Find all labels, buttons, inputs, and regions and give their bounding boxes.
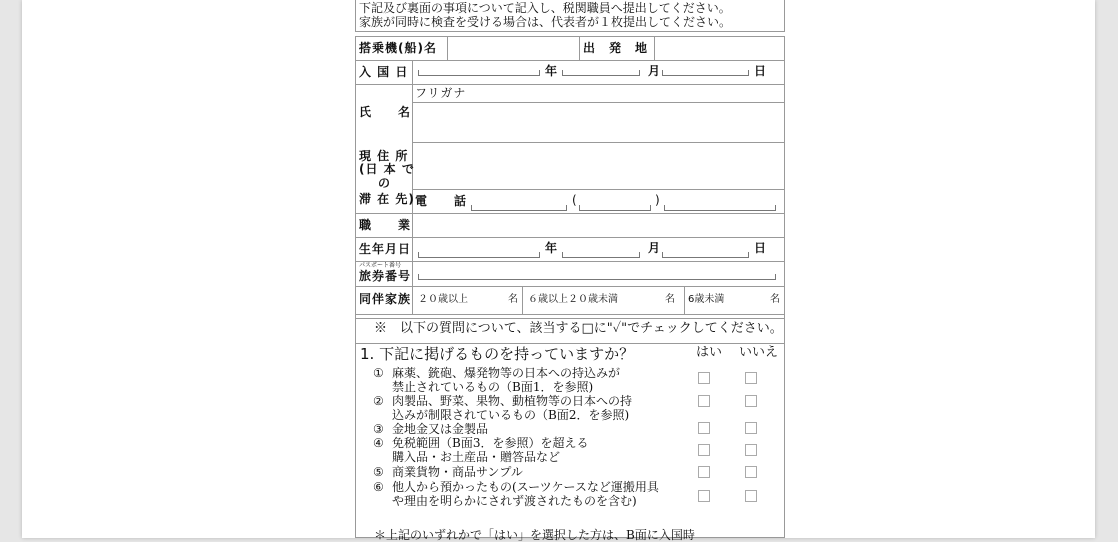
passport-label: 旅券番号 — [359, 269, 412, 283]
year-label: 年 — [545, 241, 559, 255]
footnote: ＊上記のいずれかで「はい」を選択した方は、B面に入国時 — [374, 528, 695, 542]
address-label: 滞 在 先) — [359, 192, 415, 206]
dob-month-field[interactable] — [562, 252, 640, 258]
no-checkbox[interactable] — [745, 466, 757, 478]
flight-input[interactable] — [448, 37, 578, 59]
furigana-label: フリガナ — [415, 86, 467, 100]
item-number: ④ — [373, 436, 384, 450]
family-label: 同伴家族 — [359, 292, 412, 306]
yes-header: はい — [696, 345, 723, 360]
check-instruction: ※ 以下の質問について、該当する□に"✓"でチェックしてください。 — [374, 321, 783, 336]
no-checkbox[interactable] — [745, 395, 757, 407]
dob-day-field[interactable] — [662, 252, 749, 258]
family-child-label: 6歳未満 — [688, 294, 725, 305]
yes-checkbox[interactable] — [698, 395, 710, 407]
entry-month-field[interactable] — [562, 70, 640, 76]
month-label: 月 — [648, 64, 662, 78]
item-text: 商業貨物・商品サンプル — [392, 465, 523, 479]
document-page — [22, 0, 1095, 542]
no-checkbox[interactable] — [745, 490, 757, 502]
yes-checkbox[interactable] — [698, 466, 710, 478]
paren: ) — [655, 193, 660, 207]
passport-small-label: パスポート番号 — [359, 262, 402, 269]
item-number: ① — [373, 366, 384, 380]
address-label: (日 本 で — [359, 162, 415, 176]
item-text: 免税範囲（B面3．を参照）を超える — [392, 436, 589, 450]
unit-label: 名 — [508, 294, 518, 305]
item-number: ② — [373, 394, 384, 408]
item-text: 込みが制限されているもの（B面2．を参照) — [392, 408, 630, 422]
departure-label: 出 発 地 — [583, 41, 649, 55]
yes-checkbox[interactable] — [698, 490, 710, 502]
entry-date-label: 入 国 日 — [359, 65, 409, 79]
no-checkbox[interactable] — [745, 444, 757, 456]
address-label: の — [378, 176, 392, 190]
yes-checkbox[interactable] — [698, 422, 710, 434]
paren: ( — [572, 193, 577, 207]
item-number: ⑤ — [373, 465, 384, 479]
phone-label: 電 話 — [415, 194, 468, 208]
entry-day-field[interactable] — [662, 70, 749, 76]
intro-line: 下記及び裏面の事項について記入し、税関職員へ提出してください。 — [359, 1, 731, 15]
name-input[interactable] — [413, 103, 783, 141]
intro-line: 家族が同時に検査を受ける場合は、代表者が１枚提出してください。 — [359, 15, 732, 29]
occupation-input[interactable] — [413, 214, 783, 236]
year-label: 年 — [545, 64, 559, 78]
item-number: ⑥ — [373, 480, 384, 494]
item-number: ③ — [373, 422, 384, 436]
dob-label: 生年月日 — [359, 242, 412, 256]
address-input[interactable] — [413, 143, 783, 188]
flight-label: 搭乗機(船)名 — [359, 41, 437, 55]
dob-year-field[interactable] — [418, 252, 540, 258]
no-header: いいえ — [739, 345, 779, 360]
item-text: 禁止されているもの（B面1．を参照) — [392, 380, 594, 394]
item-text: 購入品・お土産品・贈答品など — [392, 450, 561, 464]
family-adult-label: ２０歳以上 — [418, 294, 468, 305]
item-text: 金地金又は金製品 — [392, 422, 489, 436]
month-label: 月 — [648, 241, 662, 255]
day-label: 日 — [754, 241, 768, 255]
occupation-label: 職 業 — [359, 218, 412, 232]
item-text: 他人から預かったもの(スーツケースなど運搬用具 — [392, 480, 659, 494]
name-label: 氏 名 — [359, 105, 412, 119]
no-checkbox[interactable] — [745, 422, 757, 434]
address-label: 現 住 所 — [359, 149, 409, 163]
phone-field[interactable] — [471, 205, 567, 211]
departure-input[interactable] — [655, 37, 784, 59]
question-1-title: 1. 下記に掲げるものを持っていますか？ — [360, 345, 635, 363]
phone-area-field[interactable] — [579, 205, 651, 211]
item-text: や理由を明らかにされず渡されたものを含む) — [392, 494, 637, 508]
family-teen-label: ６歳以上２０歳未満 — [528, 294, 618, 305]
unit-label: 名 — [770, 294, 780, 305]
phone-number-field[interactable] — [664, 205, 776, 211]
yes-checkbox[interactable] — [698, 372, 710, 384]
item-text: 肉製品、野菜、果物、動植物等の日本への持 — [392, 394, 633, 408]
unit-label: 名 — [665, 294, 675, 305]
entry-year-field[interactable] — [418, 70, 540, 76]
item-text: 麻薬、銃砲、爆発物等の日本への持込みが — [392, 366, 621, 380]
no-checkbox[interactable] — [745, 372, 757, 384]
passport-field[interactable] — [418, 274, 776, 280]
day-label: 日 — [754, 64, 768, 78]
yes-checkbox[interactable] — [698, 444, 710, 456]
